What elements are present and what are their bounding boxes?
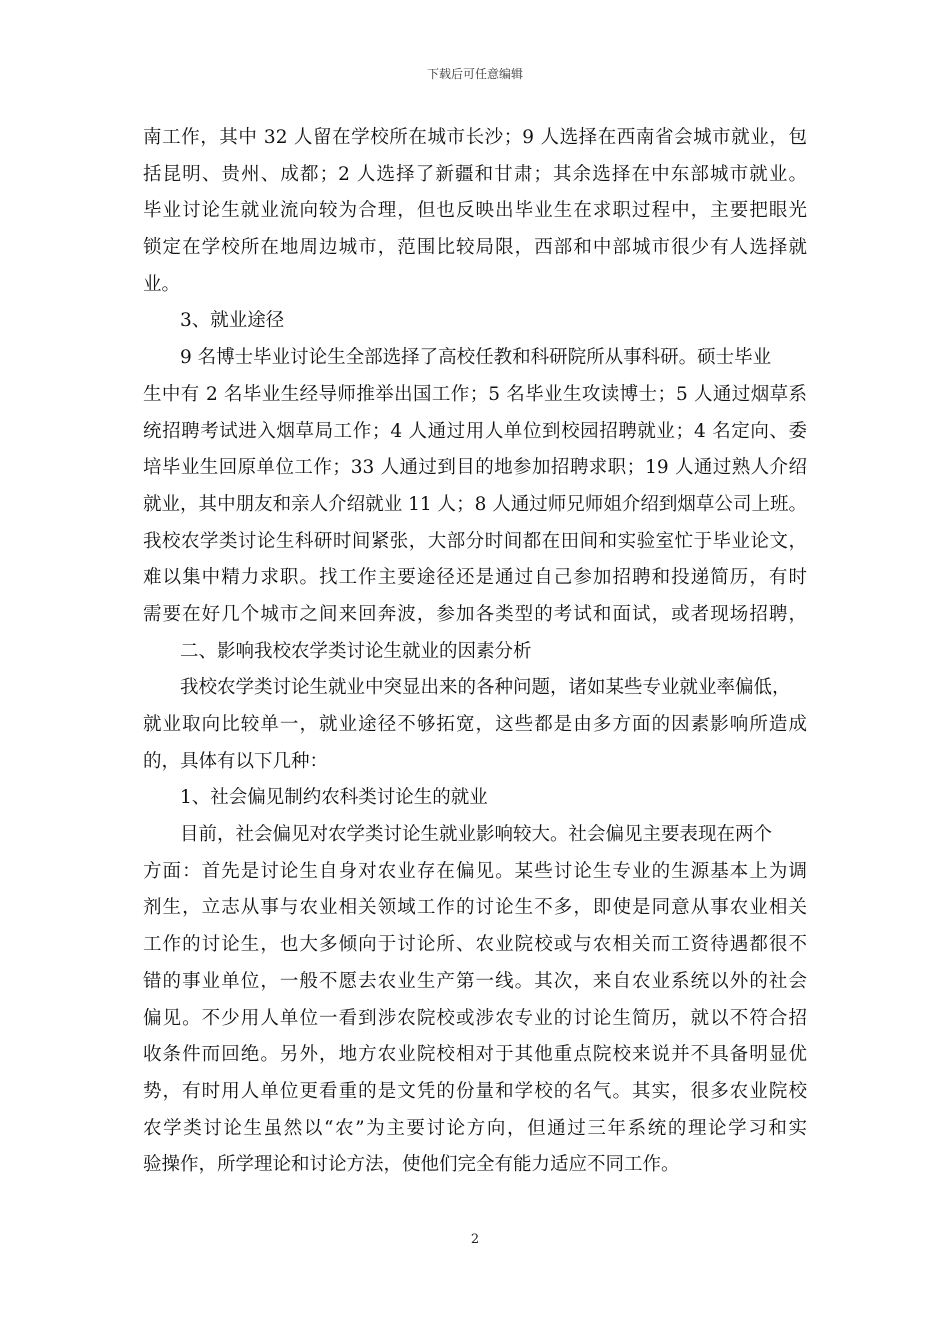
text-line: 就业取向比较单一，就业途径不够拓宽，这些都是由多方面的因素影响所造成 — [143, 714, 807, 735]
text-line: 需要在好几个城市之间来回奔波，参加各类型的考试和面试，或者现场招聘， — [143, 603, 807, 625]
text-line: 业。 — [143, 273, 181, 295]
section-heading: 1、社会偏见制约农科类讨论生的就业 — [180, 787, 488, 809]
section-heading: 3、就业途径 — [180, 310, 285, 332]
text-line: 我校农学类讨论生就业中突显出来的各种问题，诸如某些专业就业率偏低， — [180, 677, 791, 699]
section-heading: 二、影响我校农学类讨论生就业的因素分析 — [180, 640, 532, 662]
document-body — [143, 120, 807, 1184]
text-line: 工作的讨论生，也大多倾向于讨论所、农业院校或与农相关而工资待遇都很不 — [143, 934, 807, 956]
text-line: 剂生，立志从事与农业相关领域工作的讨论生不多，即使是同意从事农业相关 — [143, 897, 807, 919]
text-line: 方面：首先是讨论生自身对农业存在偏见。某些讨论生专业的生源基本上为调 — [143, 860, 807, 882]
text-line: 培毕业生回原单位工作；33 人通过到目的地参加招聘求职；19 人通过熟人介绍 — [143, 457, 807, 479]
text-line: 的，具体有以下几种： — [143, 750, 329, 772]
text-line: 偏见。不少用人单位一看到涉农院校或涉农专业的讨论生简历，就以不符合招 — [143, 1007, 807, 1029]
text-line: 9 名博士毕业讨论生全部选择了高校任教和科研院所从事科研。硕士毕业 — [180, 347, 772, 369]
header-text: 下载后可任意编辑 — [426, 67, 523, 81]
text-line: 目前，社会偏见对农学类讨论生就业影响较大。社会偏见主要表现在两个 — [180, 824, 773, 846]
page-header — [0, 66, 950, 82]
text-line: 统招聘考试进入烟草局工作；4 人通过用人单位到校园招聘就业；4 名定向、委 — [143, 420, 807, 442]
text-line: 错的事业单位，一般不愿去农业生产第一线。其次，来自农业系统以外的社会 — [143, 970, 807, 992]
text-line: 括昆明、贵州、成都；2 人选择了新疆和甘肃；其余选择在中东部城市就业。 — [143, 163, 807, 185]
text-line: 收条件而回绝。另外，地方农业院校相对于其他重点院校来说并不具备明显优 — [143, 1044, 807, 1066]
text-line: 势，有时用人单位更看重的是文凭的份量和学校的名气。其实，很多农业院校 — [143, 1080, 807, 1102]
text-line: 锁定在学校所在地周边城市，范围比较局限，西部和中部城市很少有人选择就 — [143, 237, 807, 259]
text-line: 农学类讨论生虽然以“农”为主要讨论方向，但通过三年系统的理论学习和实 — [143, 1117, 807, 1139]
text-line: 难以集中精力求职。找工作主要途径还是通过自己参加招聘和投递简历，有时 — [143, 567, 807, 589]
text-line: 生中有 2 名毕业生经导师推举出国工作；5 名毕业生攻读博士；5 人通过烟草系 — [143, 383, 807, 405]
page-footer — [0, 1232, 950, 1248]
text-line: 验操作，所学理论和讨论方法，使他们完全有能力适应不同工作。 — [143, 1154, 680, 1176]
text-line: 南工作，其中 32 人留在学校所在城市长沙；9 人选择在西南省会城市就业，包 — [143, 127, 807, 148]
page-number: 2 — [470, 1232, 480, 1247]
text-line: 毕业讨论生就业流向较为合理，但也反映出毕业生在求职过程中，主要把眼光 — [143, 200, 807, 222]
text-line: 就业，其中朋友和亲人介绍就业 11 人；8 人通过师兄师姐介绍到烟草公司上班。 — [143, 493, 807, 515]
text-line: 我校农学类讨论生科研时间紧张，大部分时间都在田间和实验室忙于毕业论文， — [143, 530, 807, 552]
